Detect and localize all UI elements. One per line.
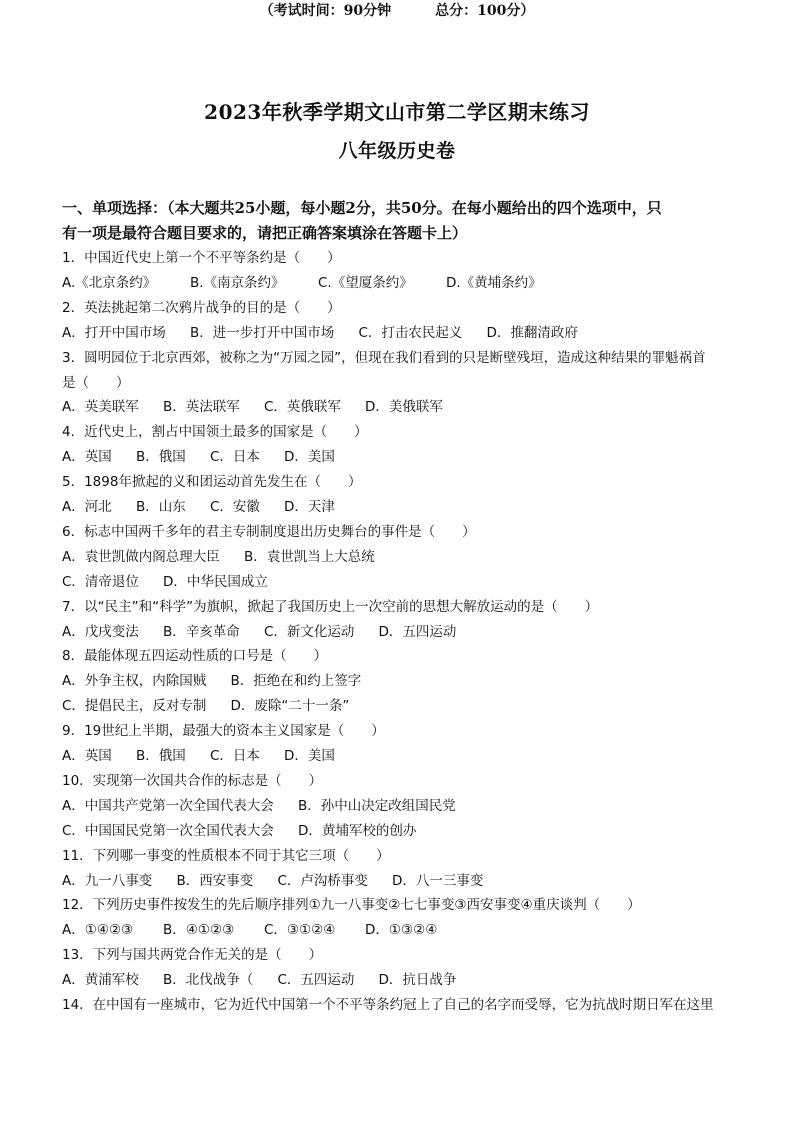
question-stem: 8．最能体现五四运动性质的口号是（ ）	[62, 648, 328, 665]
question-stem: 14．在中国有一座城市，它为近代中国第一个不平等条约冠上了自己的名字而受辱，它为抗战时期日军在这里	[62, 997, 714, 1013]
option-row	[62, 672, 386, 690]
option-b: B．俄国	[136, 748, 186, 764]
exam-time: （考试时间：90分钟	[259, 3, 392, 19]
option-b: B．拒绝在和约上签字	[230, 673, 362, 690]
option-b: B．俄国	[136, 449, 186, 466]
section-instructions-line1: 一、单项选择：（本大题共25小题，每小题2分，共50分。在每小题给出的四个选项中，只	[62, 199, 662, 217]
option-row	[62, 872, 507, 890]
option-row	[62, 822, 440, 840]
option-row	[62, 797, 480, 815]
option-d: D．美国	[284, 748, 335, 764]
option-a: A．打开中国市场	[62, 324, 166, 341]
question-stem: 9．19世纪上半期，最强大的资本主义国家是（ ）	[62, 723, 385, 740]
option-d: D．八一三事变	[392, 872, 484, 889]
option-a: A．英国	[62, 449, 112, 466]
option-b: B．西安事变	[176, 872, 254, 889]
option-a: C．提倡民主，反对专制	[62, 698, 207, 715]
option-a: C．清帝退位	[62, 573, 139, 590]
option-b: B.《南京条约》	[190, 274, 285, 291]
question-stem: 1．中国近代史上第一个不平等条约是（ ）	[62, 250, 341, 266]
option-row	[62, 573, 291, 591]
option-a: A．①④②③	[62, 922, 134, 939]
option-b: B．孙中山决定改组国民党	[298, 797, 456, 814]
question-stem: 3．圆明园位于北京西郊，被称之为“万园之园”，但现在我们看到的只是断壁残垣，造成这种结果的罪魁祸首	[62, 349, 706, 366]
question-stem-continued: 是（ ）	[62, 374, 130, 391]
option-a: A．英国	[62, 748, 112, 764]
option-a: A．袁世凯做内阁总理大臣	[62, 548, 220, 565]
option-d: D．五四运动	[378, 623, 457, 640]
exam-subtitle: 八年级历史卷	[338, 140, 456, 162]
section-instructions-line2: 有一项是最符合题目要求的，请把正确答案填涂在答题卡上）	[62, 224, 468, 242]
option-row	[62, 324, 601, 342]
question-stem: 6．标志中国两千多年的君主专制制度退出历史舞台的事件是（ ）	[62, 523, 476, 540]
option-c: C．五四运动	[277, 972, 355, 989]
option-row	[62, 747, 358, 765]
option-a: A．英美联军	[62, 399, 139, 416]
option-c: C．卢沟桥事变	[277, 872, 368, 889]
exam-info	[0, 0, 794, 20]
option-d: D．抗日战争	[378, 972, 457, 989]
option-row	[62, 623, 480, 641]
question-stem: 11．下列哪一事变的性质根本不同于其它三项（ ）	[62, 847, 390, 864]
option-a: A.《北京条约》	[62, 274, 157, 291]
question-stem: 4．近代史上，割占中国领土最多的国家是（ ）	[62, 424, 368, 441]
option-row	[62, 398, 466, 416]
option-a: A．河北	[62, 499, 112, 515]
option-c: C.《望厦条约》	[318, 274, 413, 291]
option-b: B．辛亥革命	[163, 623, 240, 640]
option-row	[62, 274, 574, 292]
question-stem: 2．英法挑起第二次鸦片战争的目的是（ ）	[62, 299, 341, 316]
option-c: C．安徽	[210, 499, 260, 515]
option-c: C．③①②④	[264, 922, 336, 939]
question-stem: 5．1898年掀起的义和团运动首先发生在（ ）	[62, 474, 362, 491]
option-a: A．戊戌变法	[62, 623, 139, 640]
option-c: C．日本	[210, 449, 260, 466]
option-d: D.《黄埔条约》	[446, 274, 542, 291]
option-a: A．中国共产党第一次全国代表大会	[62, 797, 274, 814]
option-b: B．进一步打开中国市场	[190, 324, 335, 341]
option-c: C．日本	[210, 748, 260, 764]
option-a: A．九一八事变	[62, 872, 153, 889]
option-row	[62, 548, 399, 566]
option-row	[62, 697, 386, 715]
total-score: 总分：100分）	[435, 3, 535, 19]
option-a: A．外争主权，内除国贼	[62, 673, 207, 690]
question-stem: 13．下列与国共两党合作无关的是（ ）	[62, 947, 323, 964]
option-d: D．美国	[284, 449, 335, 466]
option-c: C．新文化运动	[264, 623, 355, 640]
option-b: B．北伐战争（	[163, 972, 254, 989]
question-stem: 10．实现第一次国共合作的标志是（ ）	[62, 772, 323, 789]
option-b: D．黄埔军校的创办	[298, 822, 417, 839]
question-stem: 7．以“民主”和“科学”为旗帜，掀起了我国历史上一次空前的思想大解放运动的是（ ）	[62, 598, 599, 615]
option-row	[62, 921, 466, 939]
option-d: D．推翻清政府	[486, 324, 578, 341]
option-d: D．美俄联军	[365, 399, 443, 416]
option-c: C．打击农民起义	[358, 324, 463, 341]
exam-title: 2023年秋季学期文山市第二学区期末练习	[204, 100, 590, 124]
option-a: C．中国国民党第一次全国代表大会	[62, 822, 274, 839]
option-b: B．袁世凯当上大总统	[244, 548, 375, 565]
option-row	[62, 971, 480, 989]
option-d: D．天津	[284, 499, 335, 515]
option-b: B．④①②③	[163, 922, 235, 939]
option-c: C．英俄联军	[264, 399, 341, 416]
option-a: A．黄浦军校	[62, 972, 139, 989]
option-row	[62, 498, 358, 516]
option-row	[62, 448, 358, 466]
option-b: D．废除“二十一条”	[230, 698, 350, 715]
option-d: D．①③②④	[365, 922, 438, 939]
option-b: D．中华民国成立	[163, 573, 268, 590]
option-b: B．山东	[136, 499, 186, 515]
option-b: B．英法联军	[163, 399, 240, 416]
question-stem: 12．下列历史事件按发生的先后顺序排列①九一八事变②七七事变③西安事变④重庆谈判（ ）	[62, 897, 641, 914]
